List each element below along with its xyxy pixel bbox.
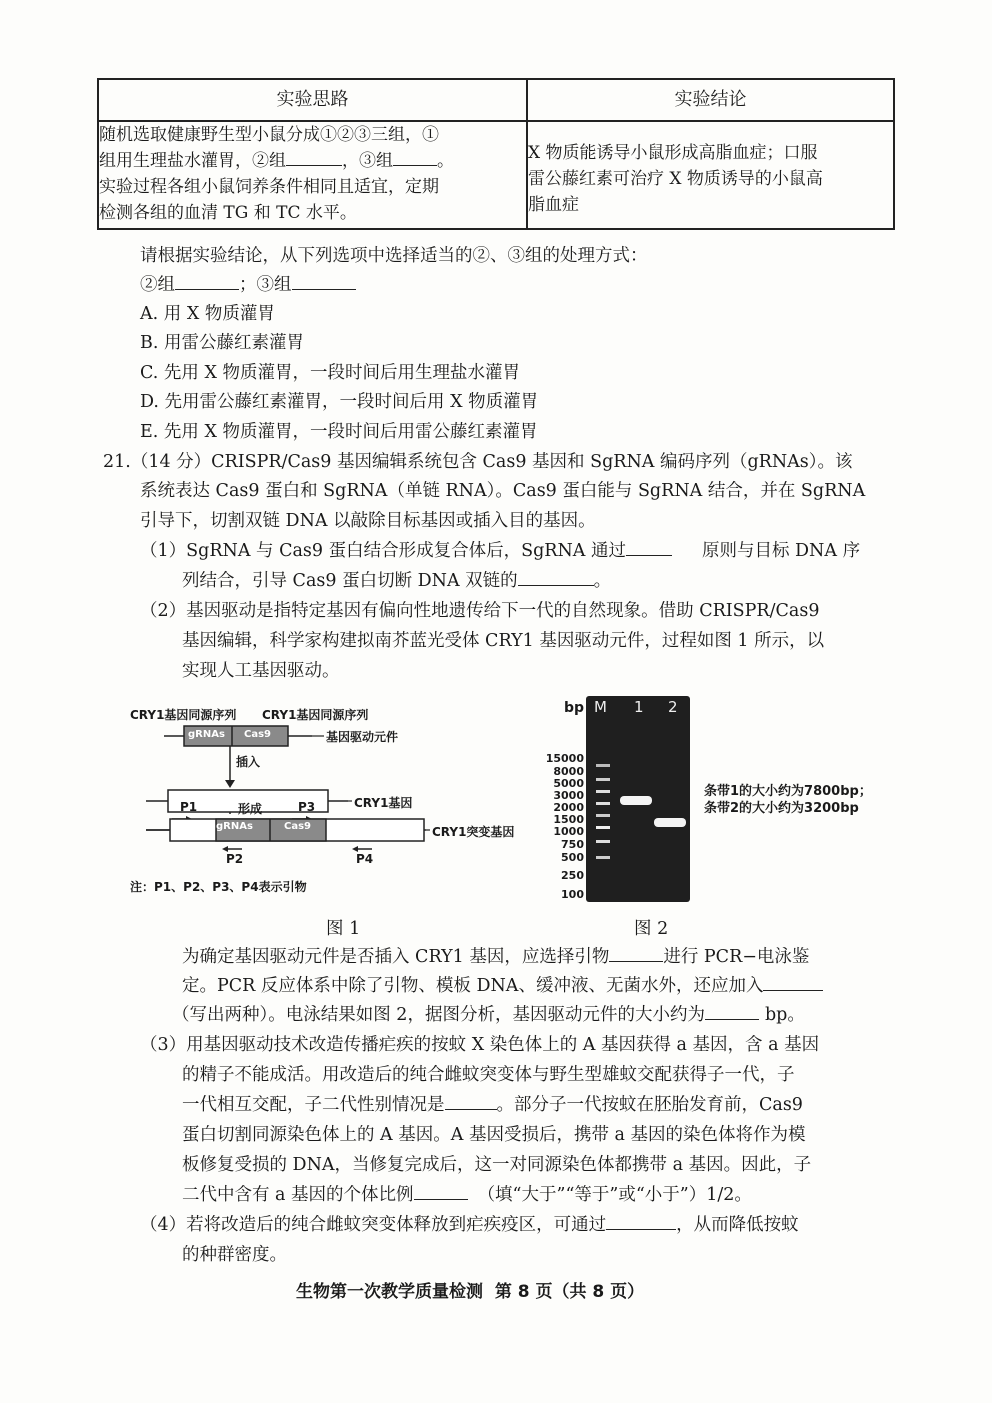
ladder-15000: 15000 — [545, 752, 584, 765]
experiment-table — [97, 78, 895, 230]
insert-label: 插入 — [236, 755, 261, 769]
ladder-5000: 5000 — [553, 777, 584, 790]
ladder-250: 250 — [561, 869, 584, 882]
reagent-blank[interactable] — [763, 990, 823, 991]
ladder-1000: 1000 — [553, 825, 584, 838]
ladder-band — [596, 840, 610, 843]
primer-p3: P3 — [298, 800, 316, 814]
footer-page: 第 8 页（共 8 页） — [494, 1282, 645, 1302]
primer-p4: P4 — [356, 852, 374, 866]
q21-p1-line1: （1）SgRNA 与 Cas9 蛋白结合形成复合体后，SgRNA 通过 原则与目标 DNA 序 — [140, 541, 861, 561]
q21-p2-after-line3: （写出两种）。电泳结果如图 2，据图分析，基因驱动元件的大小约为 bp。 — [172, 1005, 805, 1025]
ladder-band — [596, 764, 610, 767]
q21-p3-line2: 的精子不能成活。用改造后的纯合雌蚊突变体与野生型雄蚊交配获得子一代，子 — [182, 1065, 795, 1085]
primer-p1: P1 — [180, 800, 198, 814]
homolog-right-label: CRY1基因同源序列 — [262, 708, 369, 722]
q21-p2-line1: （2）基因驱动是指特定基因有偏向性地遗传给下一代的自然现象。借助 CRISPR/Cas9 — [140, 601, 820, 621]
element-label: 基因驱动元件 — [326, 730, 399, 744]
figure1-note: 注：P1、P2、P3、P4表示引物 — [130, 880, 307, 894]
q21-p3-line3: 一代相互交配，子二代性别情况是 。部分子一代按蚊在胚胎发育前，Cas9 — [182, 1095, 803, 1115]
table-cell-conclusion: X 物质能诱导小鼠形成高脂血症；口服 雷公藤红素可治疗 X 物质诱导的小鼠高 脂血症 — [527, 121, 894, 229]
option-e: E. 先用 X 物质灌胃，一段时间后用雷公藤红素灌胃 — [140, 422, 538, 442]
ladder-band — [596, 826, 610, 829]
q21-p2-line3: 实现人工基因驱动。 — [182, 661, 340, 681]
q21-p2-after-line2: 定。PCR 反应体系中除了引物、模板 DNA、缓冲液、无菌水外，还应加入 — [182, 971, 823, 1001]
group2-blank[interactable] — [175, 289, 239, 290]
q21-p3-line5: 板修复受损的 DNA，当修复完成后，这一对同源染色体都携带 a 基因。因此，子 — [182, 1155, 812, 1175]
band-1 — [620, 796, 652, 805]
ladder-3000: 3000 — [553, 789, 584, 802]
option-d: D. 先用雷公藤红素灌胃，一段时间后用 X 物质灌胃 — [140, 392, 539, 412]
mutant-grna-label: gRNAs — [216, 821, 253, 832]
table-cell-idea: 随机选取健康野生型小鼠分成①②③三组，① 组用生理盐水灌胃，②组 ，③组 。 实验过程各组小鼠饲养条件相同且适宜，定期 检测各组的血清 TG 和 TC 水平。 — [98, 121, 527, 229]
size-blank[interactable] — [705, 1019, 759, 1020]
q21-p1-line2: 列结合，引导 Cas9 蛋白切断 DNA 双链的 。 — [182, 571, 612, 591]
answer-blank[interactable] — [286, 165, 342, 166]
q20-answer-line: ②组 ；③组 — [140, 270, 356, 300]
band-2 — [654, 818, 686, 827]
q21-p2-line2: 基因编辑，科学家构建拟南芥蓝光受体 CRY1 基因驱动元件，过程如图 1 所示，以 — [182, 631, 825, 651]
table-header-conclusion: 实验结论 — [527, 79, 894, 121]
primer-blank[interactable] — [609, 961, 663, 962]
answer-blank[interactable] — [393, 165, 437, 166]
q21-p3-line4: 蛋白切割同源染色体上的 A 基因。A 基因受损后，携带 a 基因的染色体将作为模 — [182, 1125, 806, 1145]
q21-p3-line1: （3）用基因驱动技术改造传播疟疾的按蚊 X 染色体上的 A 基因获得 a 基因，含 a 基因 — [140, 1035, 820, 1055]
lane-1-label: 1 — [634, 698, 644, 716]
option-c: C. 先用 X 物质灌胃，一段时间后用生理盐水灌胃 — [140, 363, 520, 383]
ladder-band — [596, 790, 610, 793]
q21-intro-line3: 引导下，切割双链 DNA 以敲除目标基因或插入目的基因。 — [140, 511, 596, 531]
ladder-2000: 2000 — [553, 801, 584, 814]
option-b: B. 用雷公藤红素灌胃 — [140, 333, 304, 353]
q21-p4-line2: 的种群密度。 — [182, 1245, 287, 1265]
figure1-caption: 图 1 — [326, 919, 361, 939]
ladder-8000: 8000 — [553, 765, 584, 778]
ladder-750: 750 — [561, 838, 584, 851]
bond-blank[interactable] — [518, 585, 594, 586]
q21-intro-line2: 系统表达 Cas9 蛋白和 SgRNA（单链 RNA）。Cas9 蛋白能与 SgRNA 结合，并在 SgRNA — [140, 481, 866, 501]
lane-2-label: 2 — [668, 698, 678, 716]
q21-p4-line1: （4）若将改造后的纯合雌蚊突变体释放到疟疾疫区，可通过 ，从而降低按蚊 — [140, 1215, 799, 1235]
grna-box-label: gRNAs — [188, 729, 225, 740]
ladder-1500: 1500 — [553, 813, 584, 826]
lane-m-label: M — [594, 698, 607, 716]
mutant-gene-label: CRY1突变基因 — [432, 825, 515, 839]
ladder-band — [596, 778, 610, 781]
q21-p2-after-line1: 为确定基因驱动元件是否插入 CRY1 基因，应选择引物 进行 PCR−电泳鉴 — [182, 947, 810, 967]
band2-note: 条带2的大小约为3200bp — [704, 801, 859, 816]
ladder-band — [596, 802, 610, 805]
gel-image — [586, 696, 690, 902]
cas9-box-label: Cas9 — [244, 729, 271, 740]
sex-ratio-blank[interactable] — [445, 1109, 497, 1110]
footer-subject: 生物第一次教学质量检测 — [296, 1282, 483, 1302]
figure2-caption: 图 2 — [634, 919, 669, 939]
proportion-blank[interactable] — [414, 1199, 468, 1200]
mutant-cas9-label: Cas9 — [284, 821, 311, 832]
ladder-500: 500 — [561, 851, 584, 864]
option-a: A. 用 X 物质灌胃 — [140, 304, 275, 324]
ladder-band — [596, 814, 610, 817]
q21-intro-line1: 21.（14 分）CRISPR/Cas9 基因编辑系统包含 Cas9 基因和 SgRNA 编码序列（gRNAs）。该 — [103, 452, 853, 472]
page-footer — [296, 1277, 644, 1302]
q21-p3-line6: 二代中含有 a 基因的个体比例 （填“大于”“等于”或“小于”）1/2。 — [182, 1185, 752, 1205]
q20-prompt: 请根据实验结论，从下列选项中选择适当的②、③组的处理方式： — [140, 246, 648, 266]
group3-blank[interactable] — [292, 289, 356, 290]
gel-unit-label: bp — [564, 700, 585, 716]
principle-blank[interactable] — [626, 555, 672, 556]
primer-p2: P2 — [226, 852, 244, 866]
cry1-gene-label: CRY1基因 — [354, 796, 413, 810]
form-label: 形成 — [238, 802, 263, 816]
ladder-band — [596, 856, 610, 859]
mechanism-blank[interactable] — [606, 1229, 676, 1230]
table-header-idea: 实验思路 — [98, 79, 527, 121]
ladder-100: 100 — [561, 888, 584, 901]
homolog-left-label: CRY1基因同源序列 — [130, 708, 237, 722]
band1-note: 条带1的大小约为7800bp； — [704, 784, 872, 799]
